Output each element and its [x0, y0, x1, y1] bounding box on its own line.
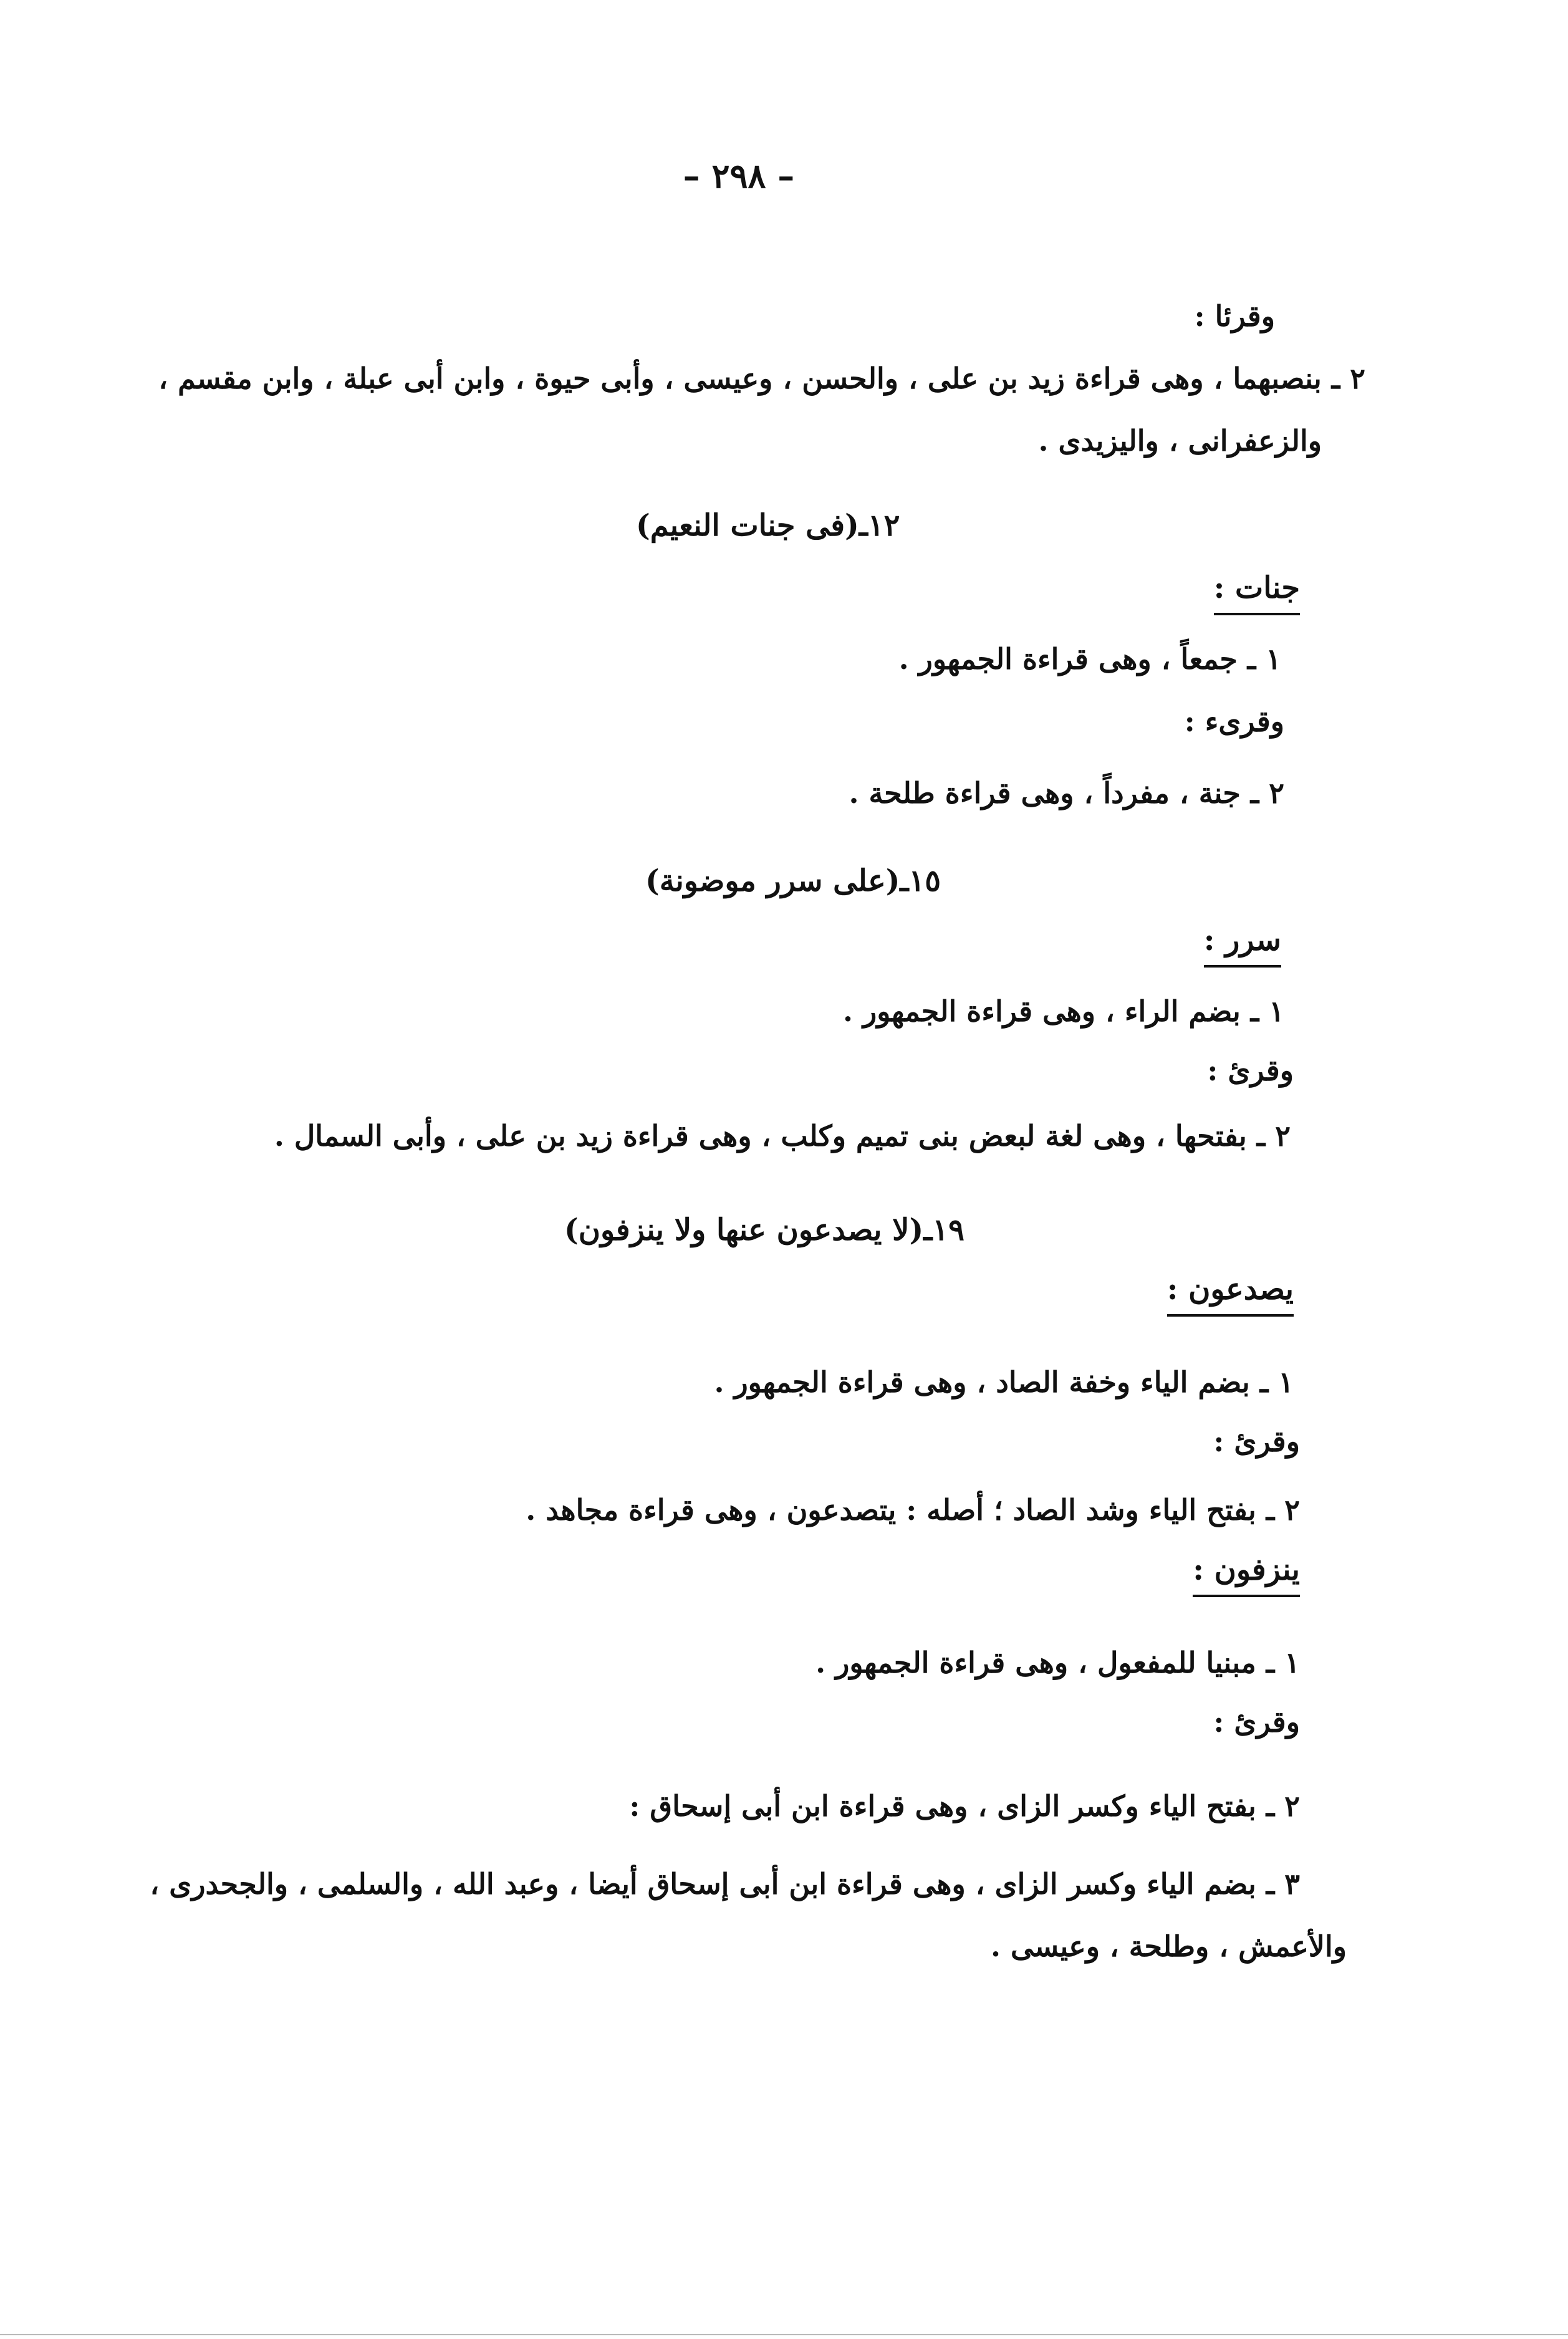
page-number: – ٢٩٨ –	[683, 156, 795, 196]
text-line-yunzafun-2: ٢ ـ بفتح الياء وكسر الزاى ، وهى قراءة ابن أبى إسحاق :	[629, 1789, 1300, 1823]
text-line-jannat-2: ٢ ـ جنة ، مفرداً ، وهى قراءة طلحة .	[849, 776, 1284, 810]
text-line-yusaddaun-1: ١ ـ بضم الياء وخفة الصاد ، وهى قراءة الجمهور .	[714, 1365, 1294, 1399]
text-line-surur-2: ٢ ـ بفتحها ، وهى لغة لبعض بنى تميم وكلب ، وهى قراءة زيد بن على ، وأبى السمال .	[274, 1119, 1291, 1153]
page-bottom-border	[0, 2334, 1568, 2335]
verse-heading-15: ١٥ـ(على سرر موضونة)	[645, 863, 941, 898]
text-line-yusaddaun-read: وقرئ :	[1213, 1424, 1300, 1458]
text-line-jannat-1: ١ ـ جمعاً ، وهى قراءة الجمهور .	[898, 642, 1281, 676]
text-line-jannat-read: وقرىء :	[1184, 704, 1284, 738]
verse-heading-12: ١٢ـ(فى جنات النعيم)	[636, 508, 900, 543]
text-line-reading-2-cont: والزعفرانى ، واليزيدى .	[1038, 424, 1322, 458]
word-heading-yusaddaun: يصدعون :	[1167, 1272, 1294, 1317]
text-line-reading-2: ٢ ـ بنصبهما ، وهى قراءة زيد بن على ، والحسن ، وعيسى ، وأبى حيوة ، وابن أبى عبلة ، وابن مقسم ،	[158, 362, 1365, 395]
text-line-yusaddaun-2: ٢ ـ بفتح الياء وشد الصاد ؛ أصله : يتصدعون ، وهى قراءة مجاهد .	[526, 1493, 1300, 1527]
text-line-yunzafun-3-cont: والأعمش ، وطلحة ، وعيسى .	[990, 1929, 1347, 1963]
text-line-readings-intro: وقرئا :	[1194, 299, 1275, 333]
text-line-yunzafun-1: ١ ـ مبنيا للمفعول ، وهى قراءة الجمهور .	[815, 1646, 1300, 1679]
word-heading-yunzafun: ينزفون :	[1193, 1552, 1300, 1597]
text-line-surur-1: ١ ـ بضم الراء ، وهى قراءة الجمهور .	[842, 994, 1284, 1028]
verse-heading-19: ١٩ـ(لا يصدعون عنها ولا ينزفون)	[564, 1213, 964, 1247]
word-heading-jannat: جنات :	[1214, 570, 1300, 615]
word-heading-surur: سرر :	[1204, 923, 1281, 968]
text-line-surur-read: وقرئ :	[1207, 1054, 1294, 1087]
text-line-yunzafun-read: وقرئ :	[1213, 1705, 1300, 1739]
text-line-yunzafun-3: ٣ ـ بضم الياء وكسر الزاى ، وهى قراءة ابن أبى إسحاق أيضا ، وعبد الله ، والسلمى ، والجحدرى ،	[150, 1867, 1300, 1901]
